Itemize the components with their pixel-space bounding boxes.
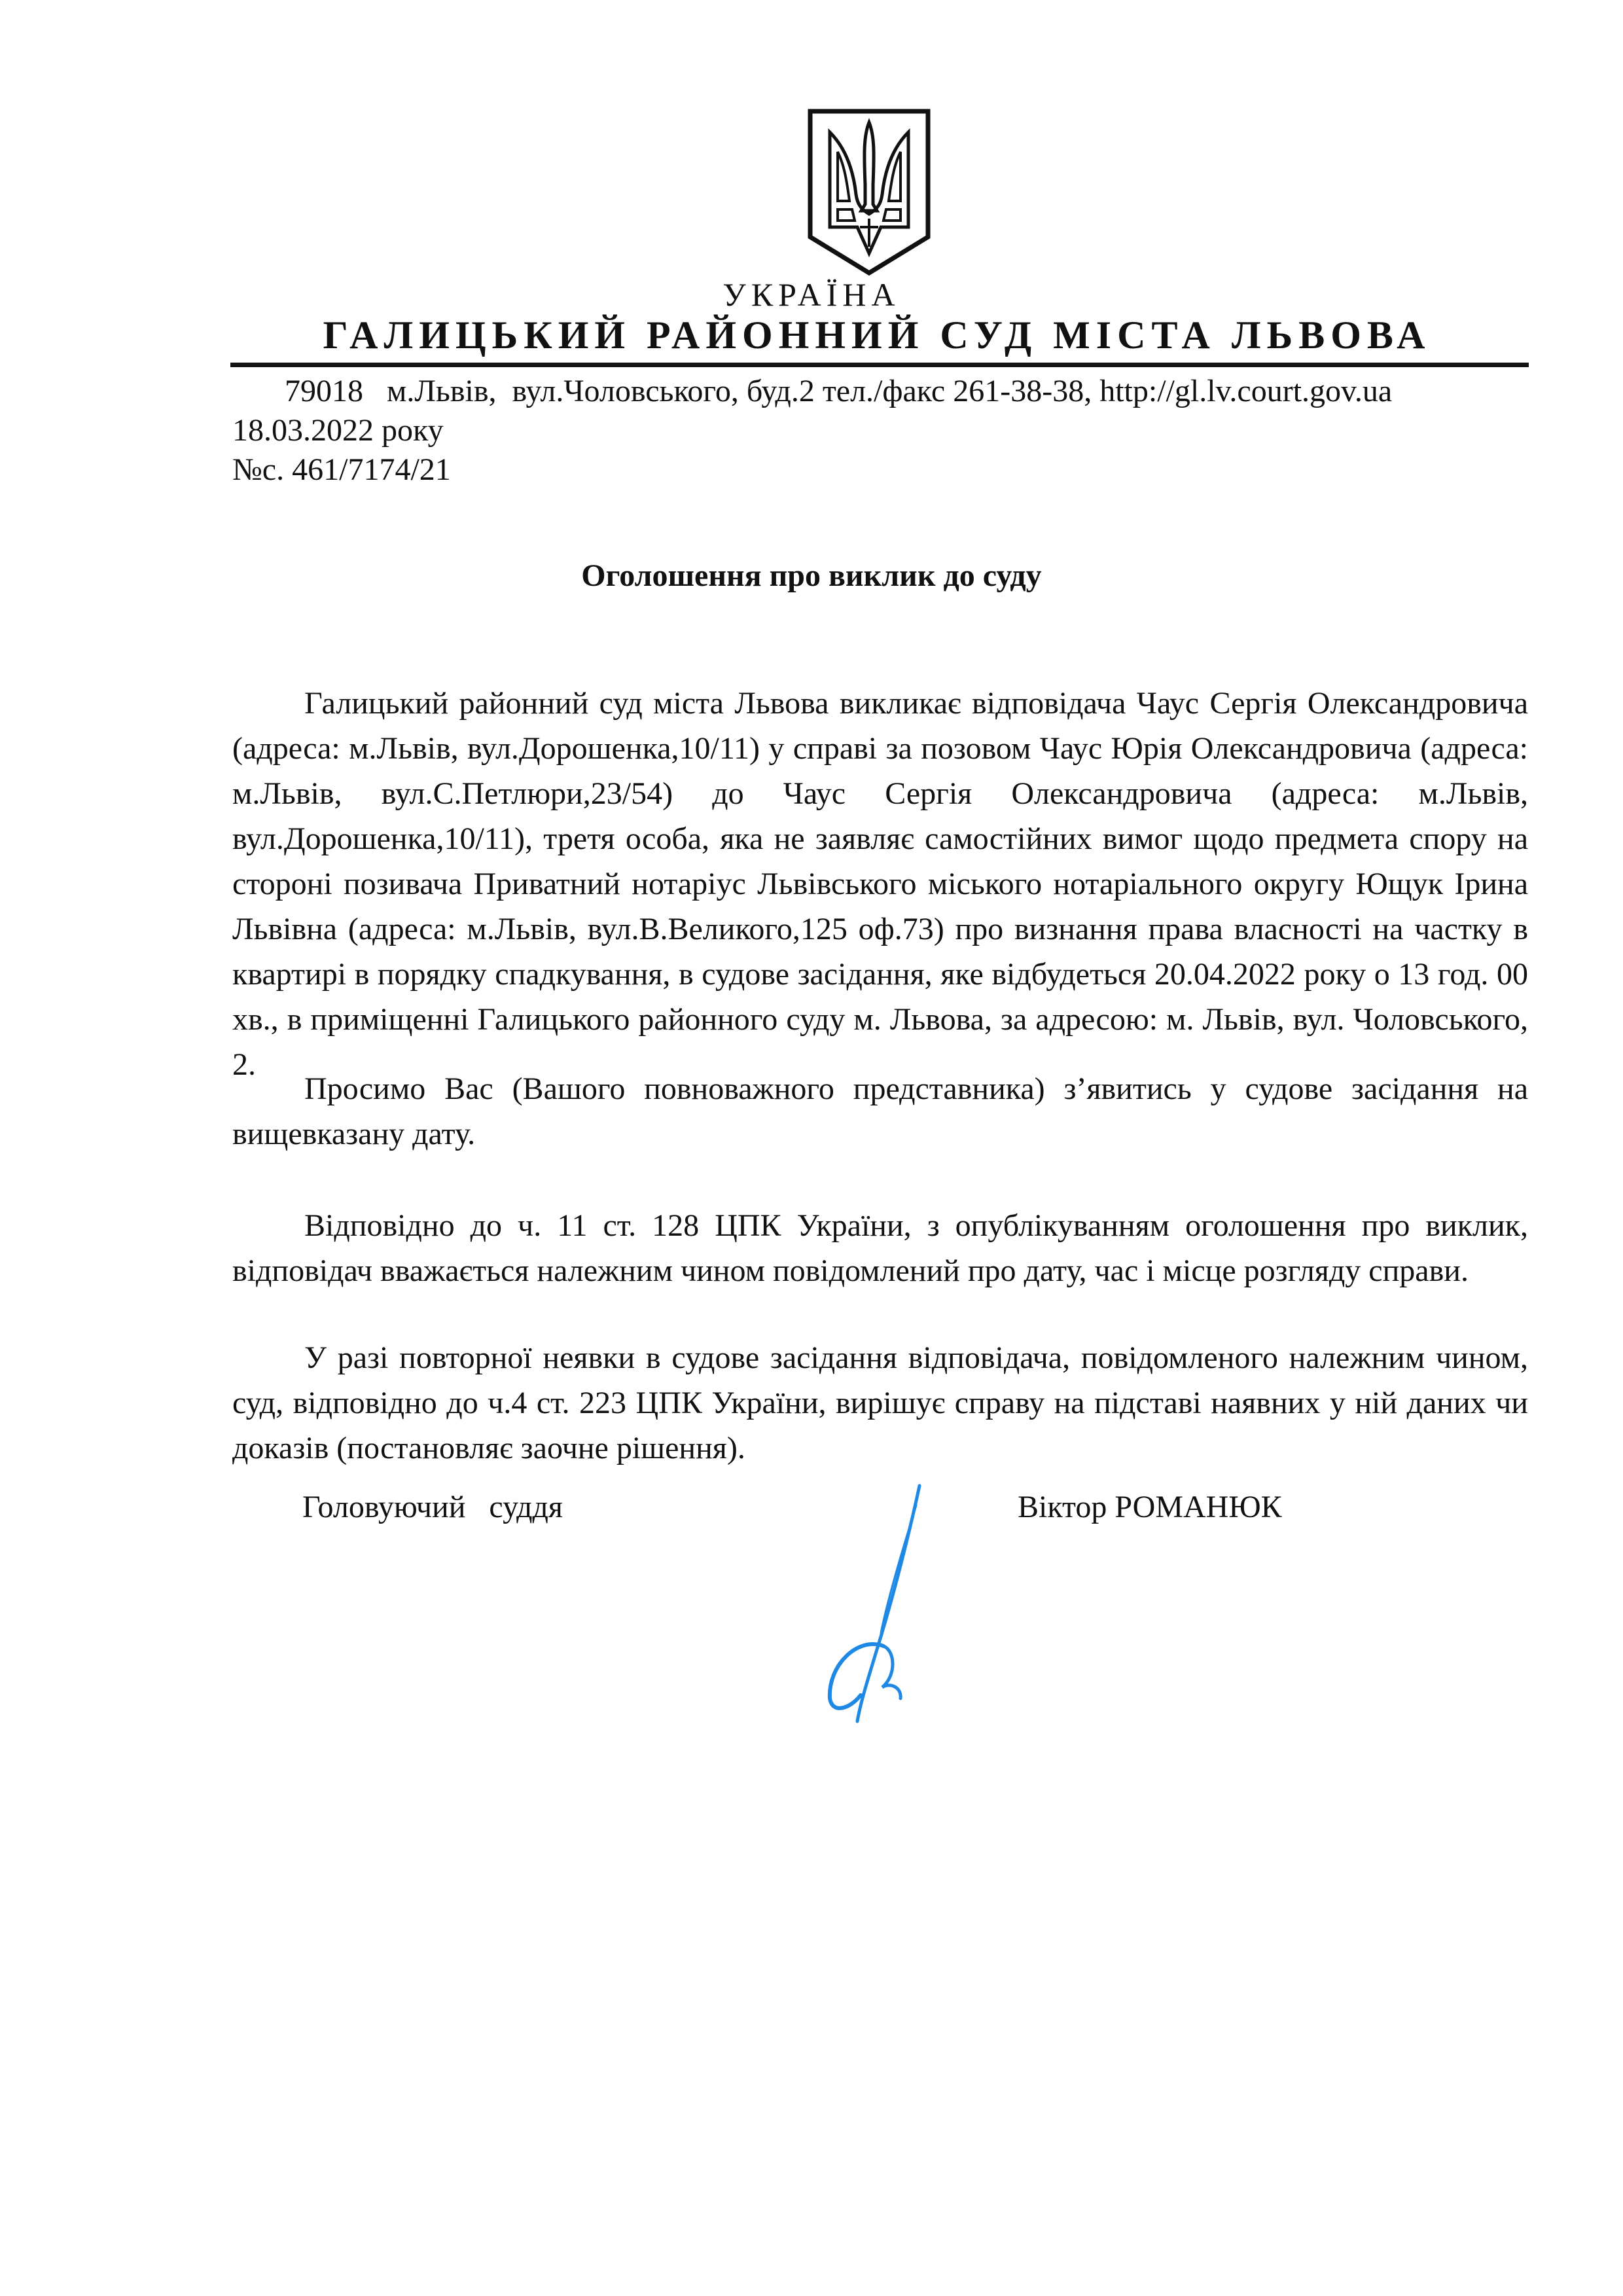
header-divider	[230, 363, 1529, 367]
court-address-line: 79018 м.Львів, вул.Чоловського, буд.2 тел./факс 261-38-38, http://gl.lv.court.gov.ua	[285, 374, 1393, 408]
notice-paragraph: Відповідно до ч. 11 ст. 128 ЦПК України, з опублікуванням оголошення про виклик, відповідач вважається належним чином повідомлений про дату, час і місце розгляду справи.	[232, 1208, 1528, 1288]
case-number: №с. 461/7174/21	[232, 452, 451, 487]
notice-paragraph: Галицький районний суд міста Львова викликає відповідача Чаус Сергія Олександровича (адреса: м.Львів, вул.Дорошенка,10/11) у справі за позовом Чаус Юрія Олександровича (адреса: м.Львів, вул.С.Петлюри,23/54) до Чаус Сергія Олександровича (адреса: м.Львів, вул.Дорошенка,10/11), третя особа, яка не заявляє самостійних вимог щодо предмета спору на стороні позивача Приватний нотаріус Львівського міського нотаріального округу Ющук Ірина Львівна (адреса: м.Львів, вул.В.Великого,125 оф.73) про визнання права власності на частку в квартирі в порядку спадкування, в судове засідання, яке відбудеться 20.04.2022 року о 13 год. 00 хв., в приміщенні Галицького районного суду м. Львова, за адресою: м. Львів, вул. Чоловського, 2.	[232, 686, 1528, 1082]
court-name-heading: ГАЛИЦЬКИЙ РАЙОННИЙ СУД МІСТА ЛЬВОВА	[323, 314, 1431, 357]
trident-coat-of-arms-icon	[804, 106, 935, 276]
document-date: 18.03.2022 року	[232, 413, 444, 448]
judge-name: Віктор РОМАНЮК	[1018, 1490, 1282, 1524]
country-heading: УКРАЇНА	[722, 276, 901, 313]
notice-title: Оголошення про виклик до суду	[581, 558, 1042, 593]
judge-role-label: Головуючий суддя	[302, 1490, 563, 1524]
notice-paragraph: У разі повторної неявки в судове засідання відповідача, повідомленого належним чином, суд, відповідно до ч.4 ст. 223 ЦПК України, вирішує справу на підставі наявних у ній даних чи доказів (постановляє заочне рішення).	[232, 1340, 1528, 1465]
notice-paragraph: Просимо Вас (Вашого повноважного представника) з’явитись у судове засідання на вищевказану дату.	[232, 1071, 1528, 1151]
handwritten-signature-icon	[753, 1479, 936, 1728]
